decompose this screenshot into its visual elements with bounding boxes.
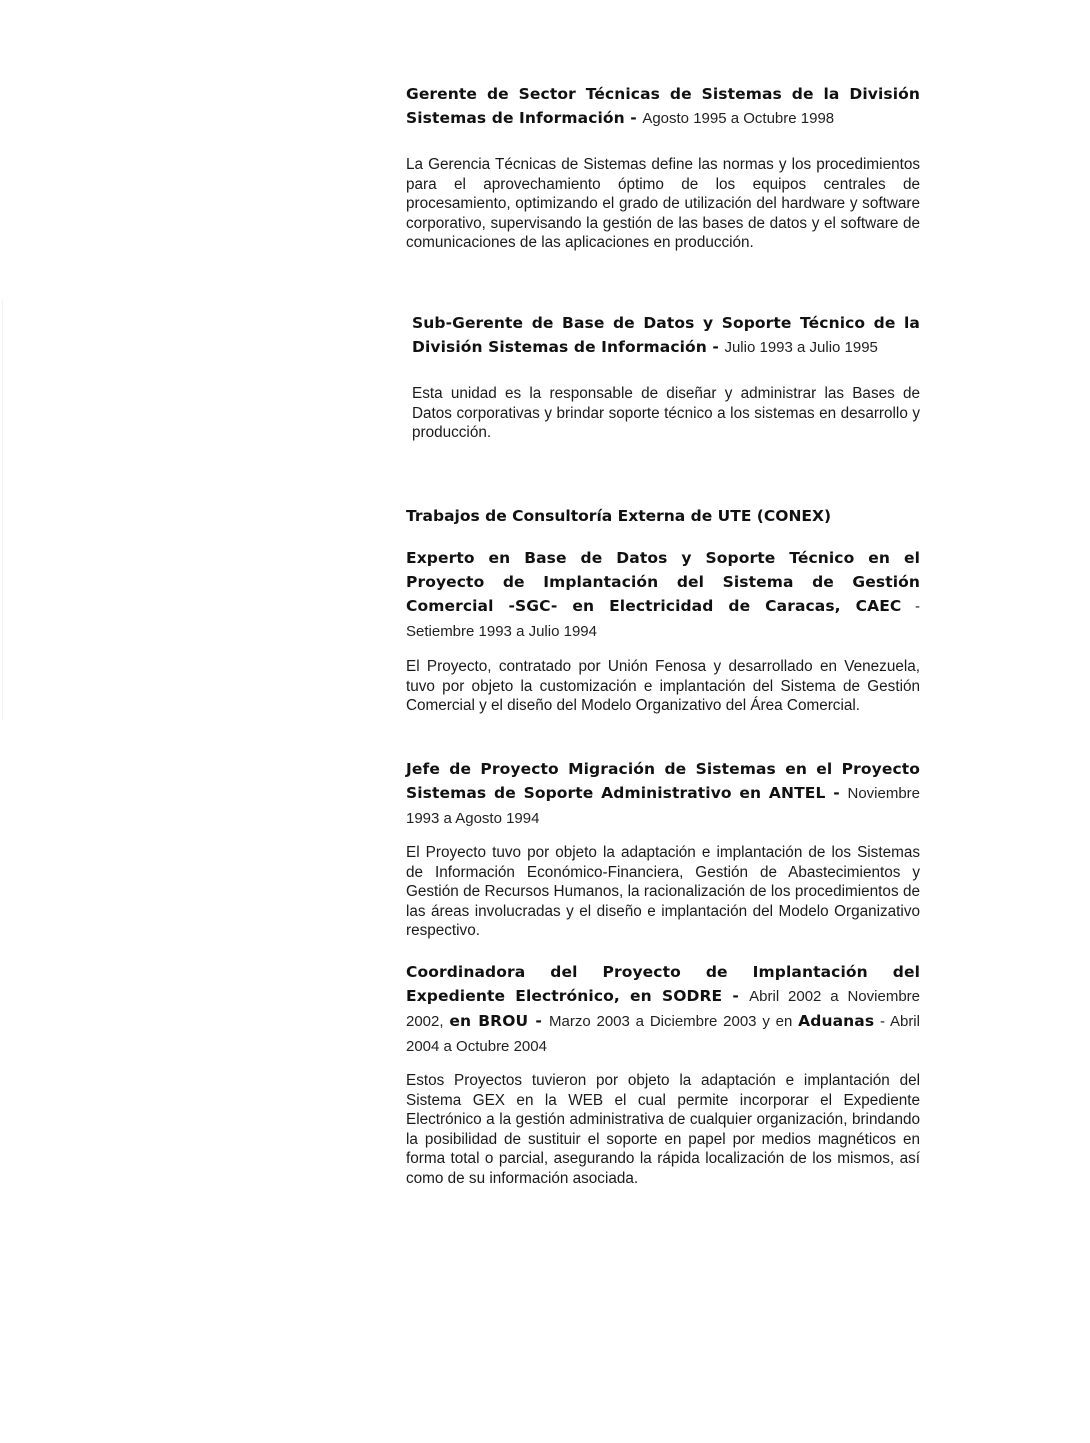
job-dates: Marzo 2003 a Diciembre 2003 y en (549, 1013, 799, 1030)
job-description-coordinadora: Estos Proyectos tuvieron por objeto la adaptación e implantación del Sistema GEX en la WEB el cual permite incorporar el Expediente Electrónico a la gestión administrativa de cualquier organización, brindando la posibilidad de sustituir el soporte en papel por medios magnéticos en forma total o parcial, asegurando la rápida localización de los mismos, así como de su información asociada. (406, 1072, 920, 1187)
separator: - (528, 1012, 549, 1030)
separator: - (901, 598, 920, 615)
job-title: Experto en Base de Datos y Soporte Técnico en el Proyecto de Implantación del Sistema de Gestión Comercial -SGC- en Electricidad de Caracas, CAEC (406, 549, 920, 615)
job-heading-coordinadora (406, 960, 920, 1059)
job-heading-gerente (406, 82, 920, 131)
job-dates: Abril 2004 a Octubre 2004 (406, 1013, 920, 1055)
job-dates: Abril 2002 a Noviembre 2002, (406, 988, 920, 1030)
job-dates: Setiembre 1993 a Julio 1994 (406, 623, 597, 640)
separator: - (624, 109, 643, 127)
job-heading-experto (406, 546, 920, 644)
job-description-gerente: La Gerencia Técnicas de Sistemas define las normas y los procedimientos para el aprovechamiento óptimo de los equipos centrales de procesamiento, optimizando el grado de utilización del hardware y software corporativo, supervisando la gestión de las bases de datos y el software de comunicaciones de las aplicaciones en producción. (406, 156, 920, 252)
organization-brou: en BROU (449, 1012, 529, 1030)
job-heading-subgerente (412, 311, 920, 360)
job-description-jefe: El Proyecto tuvo por objeto la adaptación e implantación de los Sistemas de Información Económico-Financiera, Gestión de Abastecimientos y Gestión de Recursos Humanos, la racionalización de los procedimientos de las áreas involucradas y el diseño e implantación del Modelo Organizativo respectivo. (406, 844, 920, 940)
organization-aduanas: Aduanas (798, 1012, 875, 1030)
section-title-conex: Trabajos de Consultoría Externa de UTE (CONEX) (406, 507, 832, 525)
separator: - (825, 784, 848, 802)
job-description-experto: El Proyecto, contratado por Unión Fenosa y desarrollado en Venezuela, tuvo por objeto la customización e implantación del Sistema de Gestión Comercial y el diseño del Modelo Organizativo del Área Comercial. (406, 658, 920, 715)
job-title: Coordinadora del Proyecto de Implantación del Expediente Electrónico, en SODRE (406, 963, 920, 1005)
job-dates: Noviembre 1993 a Agosto 1994 (406, 785, 921, 827)
separator: - (722, 987, 750, 1005)
job-title: Sub-Gerente de Base de Datos y Soporte Técnico de la División Sistemas de Información (412, 314, 920, 356)
scan-edge-line (2, 300, 3, 720)
job-title: Jefe de Proyecto Migración de Sistemas en el Proyecto Sistemas de Soporte Administrativo en ANTEL (406, 760, 920, 802)
separator: - (706, 338, 725, 356)
separator: - (874, 1013, 890, 1030)
job-heading-jefe (406, 757, 920, 831)
job-title: Gerente de Sector Técnicas de Sistemas de la División Sistemas de Información (406, 85, 920, 127)
job-description-subgerente: Esta unidad es la responsable de diseñar y administrar las Bases de Datos corporativas y brindar soporte técnico a los sistemas en desarrollo y producción. (412, 385, 920, 442)
job-dates: Agosto 1995 a Octubre 1998 (642, 110, 835, 127)
job-dates: Julio 1993 a Julio 1995 (724, 339, 878, 356)
